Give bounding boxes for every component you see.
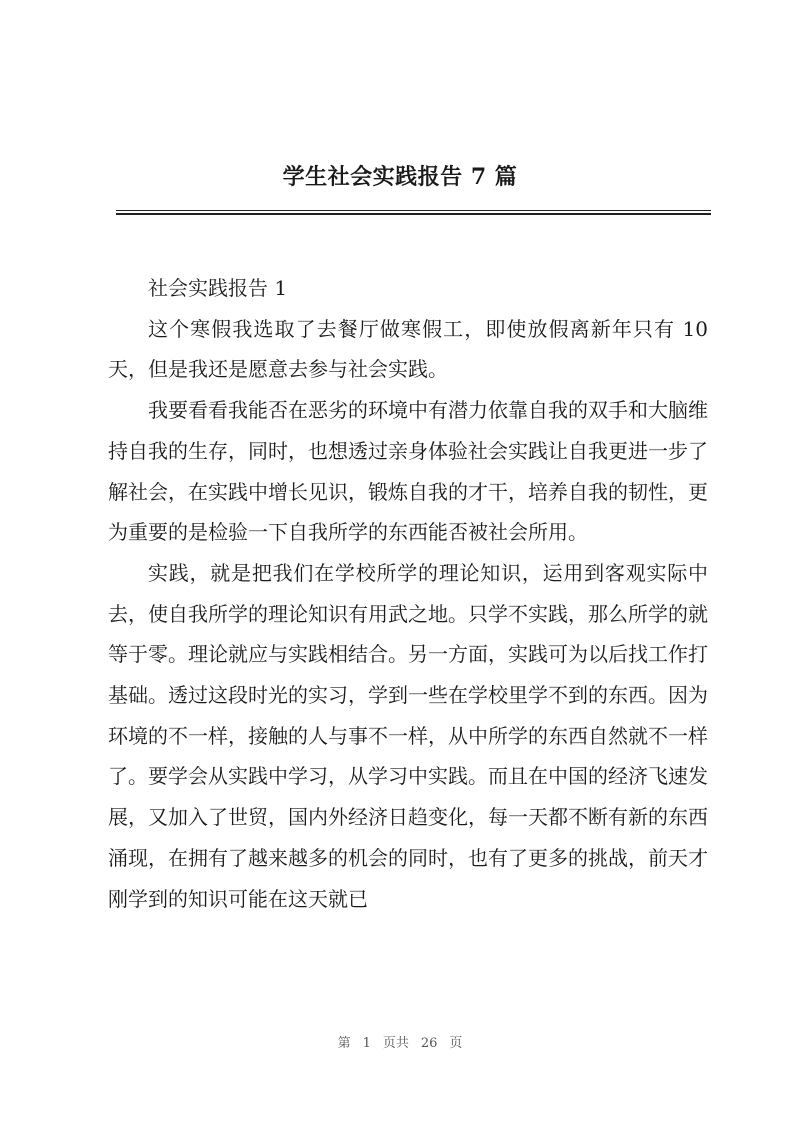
current-page-number: 1 [362, 1036, 371, 1051]
document-body [108, 268, 708, 919]
footer-prefix: 第 [337, 1036, 351, 1051]
title-divider [116, 210, 711, 215]
paragraph: 这个寒假我选取了去餐厅做寒假工，即使放假离新年只有 10 天，但是我还是愿意去参与社会实践。 [108, 316, 708, 382]
page-title: 学生社会实践报告 7 篇 [282, 164, 518, 190]
footer-suffix: 页 [449, 1036, 463, 1051]
section-heading: 社会实践报告 1 [148, 276, 288, 300]
footer-mid: 页共 [382, 1036, 409, 1051]
paragraph: 我要看看我能否在恶劣的环境中有潜力依靠自我的双手和大脑维持自我的生存，同时，也想透过亲身体验社会实践让自我更进一步了解社会，在实践中增长见识，锻炼自我的才干，培养自我的韧性，更为重要的是检验一下自我所学的东西能否被社会所用。 [108, 398, 708, 545]
page-footer [0, 1032, 800, 1051]
total-pages-number: 26 [420, 1036, 438, 1051]
paragraph: 实践，就是把我们在学校所学的理论知识，运用到客观实际中去，使自我所学的理论知识有用武之地。只学不实践，那么所学的就等于零。理论就应与实践相结合。另一方面，实践可为以后找工作打基础。透过这段时光的实习，学到一些在学校里学不到的东西。因为环境的不一样，接触的人与事不一样，从中所学的东西自然就不一样了。要学会从实践中学习，从学习中实践。而且在中国的经济飞速发展，又加入了世贸，国内外经济日趋变化，每一天都不断有新的东西涌现，在拥有了越来越多的机会的同时，也有了更多的挑战，前天才刚学到的知识可能在这天就已 [108, 560, 708, 911]
